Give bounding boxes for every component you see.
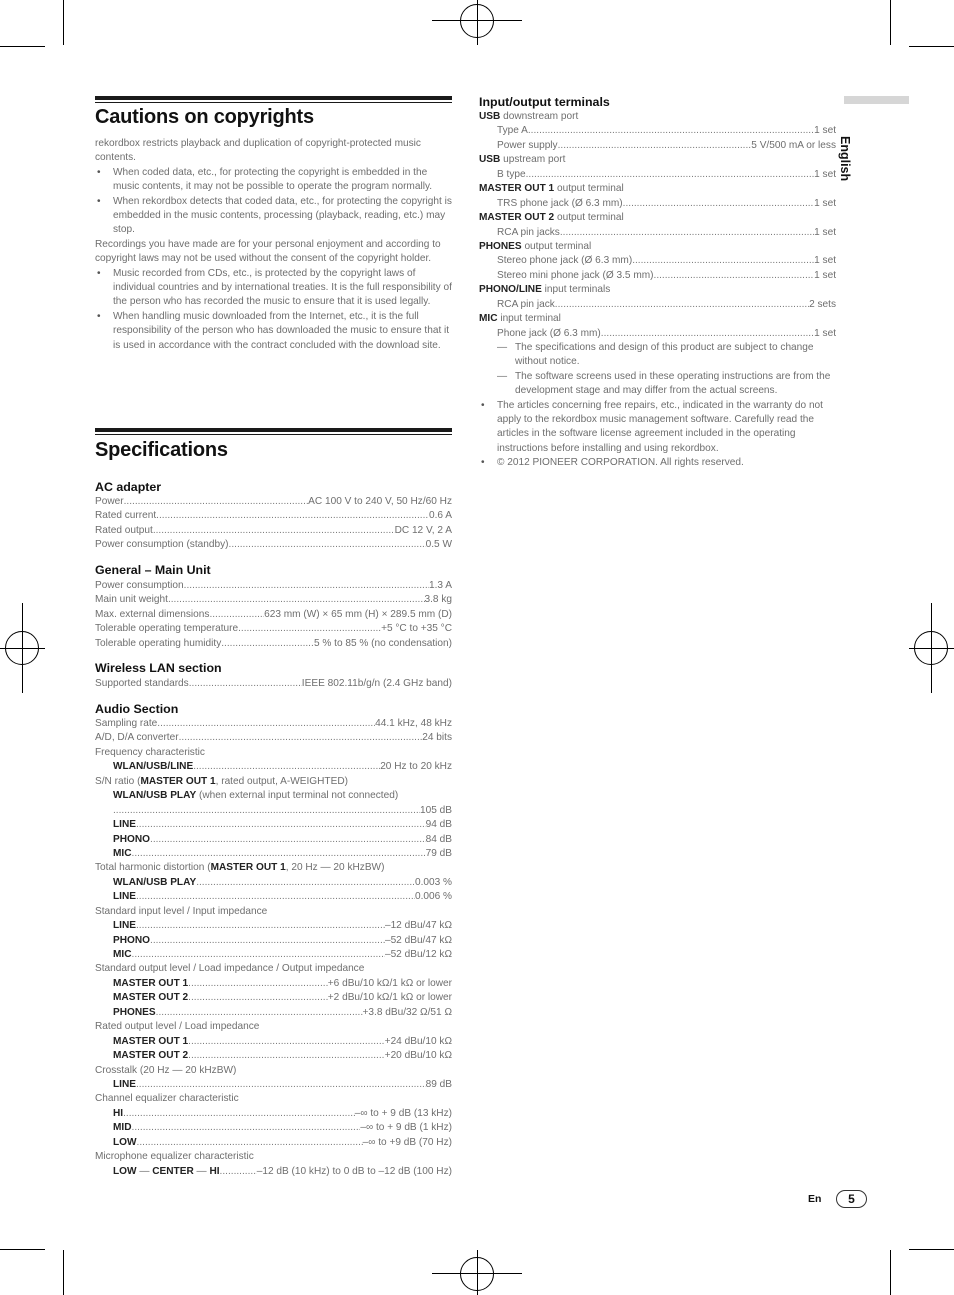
spec-row: Supported standards ..... IEEE 802.11b/g/n (2.4 GHz band) [95, 677, 452, 691]
specifications-title: Specifications [95, 439, 228, 461]
copyright-bullet: • When handling music downloaded from the Internet, etc., it is the full responsibility of the person who has downloaded the music to ensure that it is used in accordance with the contract concluded with the download site. [95, 310, 452, 353]
spec-row: LINE ..... 0.006 % [95, 890, 452, 904]
spec-row: RCA pin jacks ..... 1 set [479, 226, 836, 240]
ac-adapter-heading: AC adapter [95, 480, 162, 494]
spec-row: Sampling rate ..... 44.1 kHz, 48 kHz [95, 717, 452, 731]
io-group-title: PHONES output terminal [479, 240, 592, 252]
spec-row: Main unit weight ..... 3.8 kg [95, 593, 452, 607]
spec-row: Stereo mini phone jack (Ø 3.5 mm) ..... 1 set [479, 269, 836, 283]
section-rule [95, 428, 452, 435]
dash-note: — The specifications and design of this product are subject to change without notice. [479, 341, 836, 370]
spec-row: MIC ..... 79 dB [95, 847, 452, 861]
spec-subtitle: Rated output level / Load impedance [95, 1021, 260, 1033]
spec-row: LINE ..... –12 dBu/47 kΩ [95, 919, 452, 933]
io-notes [479, 341, 836, 471]
copyright-title: Cautions on copyrights [95, 106, 314, 128]
copyright-bullet: • Music recorded from CDs, etc., is protected by the copyright laws of individual countries and by international treaties. It is the full responsibility of the person who has recorded the music to ensure that it is used legally. [95, 267, 452, 310]
spec-row: Rated output ..... DC 12 V, 2 A [95, 524, 452, 538]
page-number: 5 [836, 1190, 867, 1208]
spec-row: A/D, D/A converter ..... 24 bits [95, 731, 452, 745]
spec-row: TRS phone jack (Ø 6.3 mm) ..... 1 set [479, 197, 836, 211]
spec-row: MASTER OUT 1 ..... +6 dBu/10 kΩ/1 kΩ or lower [95, 977, 452, 991]
audio-heading: Audio Section [95, 702, 179, 716]
spec-row: LINE ..... 89 dB [95, 1078, 452, 1092]
audio-list [95, 717, 452, 1179]
section-rule [95, 96, 452, 103]
spec-row: LINE ..... 94 dB [95, 818, 452, 832]
spec-row: MASTER OUT 1 ..... +24 dBu/10 kΩ [95, 1035, 452, 1049]
spec-row: MASTER OUT 2 ..... +2 dBu/10 kΩ/1 kΩ or lower [95, 991, 452, 1005]
spec-subtitle: Standard output level / Load impedance / Output impedance [95, 963, 365, 975]
spec-row: Power consumption (standby) ..... 0.5 W [95, 538, 452, 552]
spec-row: Rated current ..... 0.6 A [95, 509, 452, 523]
spec-row: RCA pin jack ..... 2 sets [479, 298, 836, 312]
spec-subtitle: S/N ratio (MASTER OUT 1, rated output, A-WEIGHTED) [95, 775, 348, 787]
spec-subtitle: WLAN/USB PLAY (when external input terminal not connected) [113, 790, 399, 802]
spec-row: MASTER OUT 2 ..... +20 dBu/10 kΩ [95, 1049, 452, 1063]
copyright-body [95, 137, 452, 353]
spec-row: Type A ..... 1 set [479, 124, 836, 138]
copyright-intro: rekordbox restricts playback and duplication of copyright-protected music contents. [95, 138, 421, 164]
spec-row: Tolerable operating temperature ..... +5 °C to +35 °C [95, 622, 452, 636]
copyright-bullet: • When coded data, etc., for protecting the copyright is embedded in the music contents, it may not be possible to operate the program normally. [95, 166, 452, 195]
copyright-middle: Recordings you have made are for your personal enjoyment and according to copyright laws may not be used without the consent of the copyright holder. [95, 238, 441, 265]
io-group-title: MASTER OUT 2 output terminal [479, 212, 624, 224]
spec-row: Power supply ..... 5 V/500 mA or less [479, 139, 836, 153]
spec-row: HI ..... –∞ to + 9 dB (13 kHz) [95, 1107, 452, 1121]
spec-row: Power ..... AC 100 V to 240 V, 50 Hz/60 Hz [95, 495, 452, 509]
io-group-title: USB upstream port [479, 154, 566, 166]
spec-row: PHONES ..... +3.8 dBu/32 Ω/51 Ω [95, 1006, 452, 1020]
spec-row: WLAN/USB/LINE ..... 20 Hz to 20 kHz [95, 760, 452, 774]
io-bullet: • The articles concerning free repairs, etc., indicated in the warranty do not apply to the rekordbox music management software. Carefully read the articles in the software license agreement included in the operating instructions before installing and using rekordbox. [479, 399, 836, 457]
spec-row: Tolerable operating humidity ..... 5 % to 85 % (no condensation) [95, 637, 452, 651]
language-label: English [838, 136, 852, 182]
spec-subtitle: Microphone equalizer characteristic [95, 1151, 254, 1163]
spec-row: Max. external dimensions ..... 623 mm (W) × 65 mm (H) × 289.5 mm (D) [95, 608, 452, 622]
spec-subtitle: Channel equalizer characteristic [95, 1093, 239, 1105]
spec-row: Phone jack (Ø 6.3 mm) ..... 1 set [479, 327, 836, 341]
wireless-heading: Wireless LAN section [95, 661, 222, 675]
copyright-bullet: • When rekordbox detects that coded data, etc., for protecting the copyright is embedded in the music contents, processing (playback, reading, etc.) may stop. [95, 195, 452, 238]
spec-row: PHONO ..... 84 dB [95, 833, 452, 847]
spec-row: WLAN/USB PLAY ..... 0.003 % [95, 876, 452, 890]
spec-subtitle: Total harmonic distortion (MASTER OUT 1, 20 Hz — 20 kHzBW) [95, 862, 385, 874]
spec-row: Stereo phone jack (Ø 6.3 mm) ..... 1 set [479, 254, 836, 268]
io-group-title: USB downstream port [479, 111, 579, 122]
io-group-title: PHONO/LINE input terminals [479, 284, 611, 296]
ac-adapter-list [95, 495, 452, 553]
spec-subtitle: Frequency characteristic [95, 746, 205, 758]
spec-row: MIC ..... –52 dBu/12 kΩ [95, 948, 452, 962]
main-unit-list [95, 579, 452, 651]
spec-row: LOW ..... –∞ to +9 dB (70 Hz) [95, 1136, 452, 1150]
spec-subtitle: Crosstalk (20 Hz — 20 kHzBW) [95, 1064, 237, 1076]
language-tab-bar [844, 96, 909, 104]
io-list [479, 110, 836, 341]
io-heading: Input/output terminals [479, 95, 610, 109]
spec-row: Power consumption ..... 1.3 A [95, 579, 452, 593]
spec-row: PHONO ..... –52 dBu/47 kΩ [95, 934, 452, 948]
spec-row: B type ..... 1 set [479, 168, 836, 182]
dash-note: — The software screens used in these operating instructions are from the development stage and may differ from the actual screens. [479, 370, 836, 399]
footer-language: En [808, 1193, 822, 1205]
spec-subtitle: Standard input level / Input impedance [95, 905, 268, 917]
main-unit-heading: General – Main Unit [95, 563, 211, 577]
spec-row: MID ..... –∞ to + 9 dB (1 kHz) [95, 1121, 452, 1135]
io-group-title: MIC input terminal [479, 313, 561, 325]
io-group-title: MASTER OUT 1 output terminal [479, 183, 624, 195]
wireless-list [95, 677, 452, 691]
spec-row: ..... 105 dB [95, 804, 452, 818]
spec-row: LOW — CENTER — HI ..... –12 dB (10 kHz) to 0 dB to –12 dB (100 Hz) [95, 1165, 452, 1179]
io-bullet: • © 2012 PIONEER CORPORATION. All rights reserved. [479, 456, 836, 470]
